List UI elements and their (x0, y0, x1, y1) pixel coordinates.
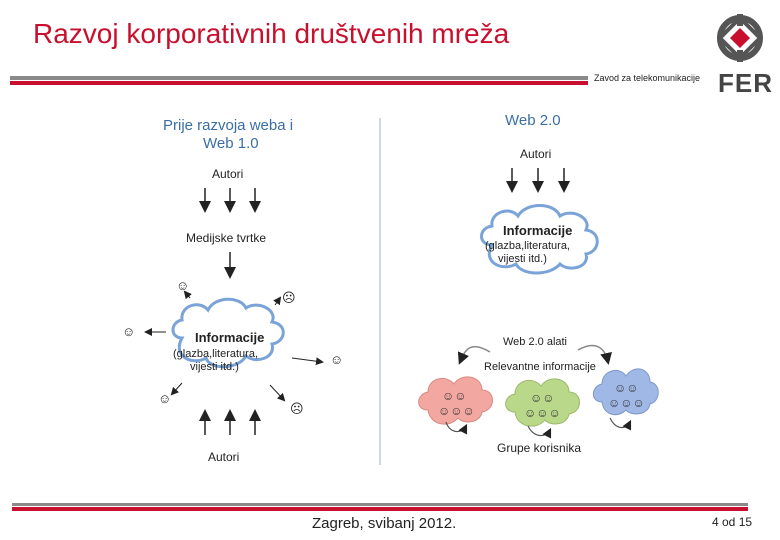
fer-logo-icon (712, 12, 768, 64)
sad-face-icon: ☹ (282, 290, 296, 305)
smiley-icon: ☺ (176, 278, 190, 293)
right-info-cloud (482, 206, 598, 274)
user-face-icon: ☺☺☺ (608, 396, 645, 410)
footer-bar (12, 503, 748, 511)
page-number: 4 od 15 (712, 515, 753, 529)
left-heading-line2: Web 1.0 (203, 135, 259, 152)
user-face-icon: ☺☺☺ (438, 404, 475, 418)
left-authors-top: Autori (212, 167, 244, 181)
right-info-line1: (glazba,literatura, (485, 240, 570, 252)
footer-text: Zagreb, svibanj 2012. (312, 515, 457, 532)
user-face-icon: ☺☺ (614, 381, 639, 395)
left-heading-line1: Prije razvoja weba i (163, 117, 294, 134)
user-group-cloud-green (506, 379, 580, 426)
right-groups-label: Grupe korisnika (497, 441, 582, 455)
user-face-icon: ☺☺ (442, 389, 467, 403)
web-comparison-diagram (110, 100, 645, 470)
right-tools-label: Web 2.0 alati (503, 336, 568, 348)
sad-face-icon: ☹ (290, 401, 304, 416)
right-authors: Autori (520, 147, 552, 161)
right-info-title: Informacije (503, 223, 573, 238)
smiley-icon: ☺ (158, 391, 172, 406)
slide-title: Razvoj korporativnih društvenih mreža (33, 18, 510, 49)
left-authors-bottom: Autori (208, 450, 240, 464)
right-relevant-label: Relevantne informacije (484, 361, 596, 373)
smiley-icon: ☺ (330, 352, 344, 367)
title-underline (10, 76, 588, 86)
fer-logo-text: FER (718, 68, 773, 98)
user-face-icon: ☺☺ (530, 391, 555, 405)
department-label: Zavod za telekomunikacije (594, 73, 701, 83)
user-face-icon: ☺☺☺ (524, 406, 561, 420)
left-info-title: Informacije (195, 330, 265, 345)
left-info-cloud (173, 299, 283, 373)
left-info-line2: vijesti itd.) (190, 361, 239, 373)
left-info-line1: (glazba,literatura, (173, 348, 258, 360)
right-info-line2: vijesti itd.) (498, 253, 547, 265)
user-group-cloud-pink (419, 377, 493, 424)
right-heading: Web 2.0 (505, 112, 561, 129)
left-media-label: Medijske tvrtke (186, 231, 267, 245)
user-group-cloud-blue (593, 369, 658, 415)
smiley-icon: ☺ (122, 324, 136, 339)
